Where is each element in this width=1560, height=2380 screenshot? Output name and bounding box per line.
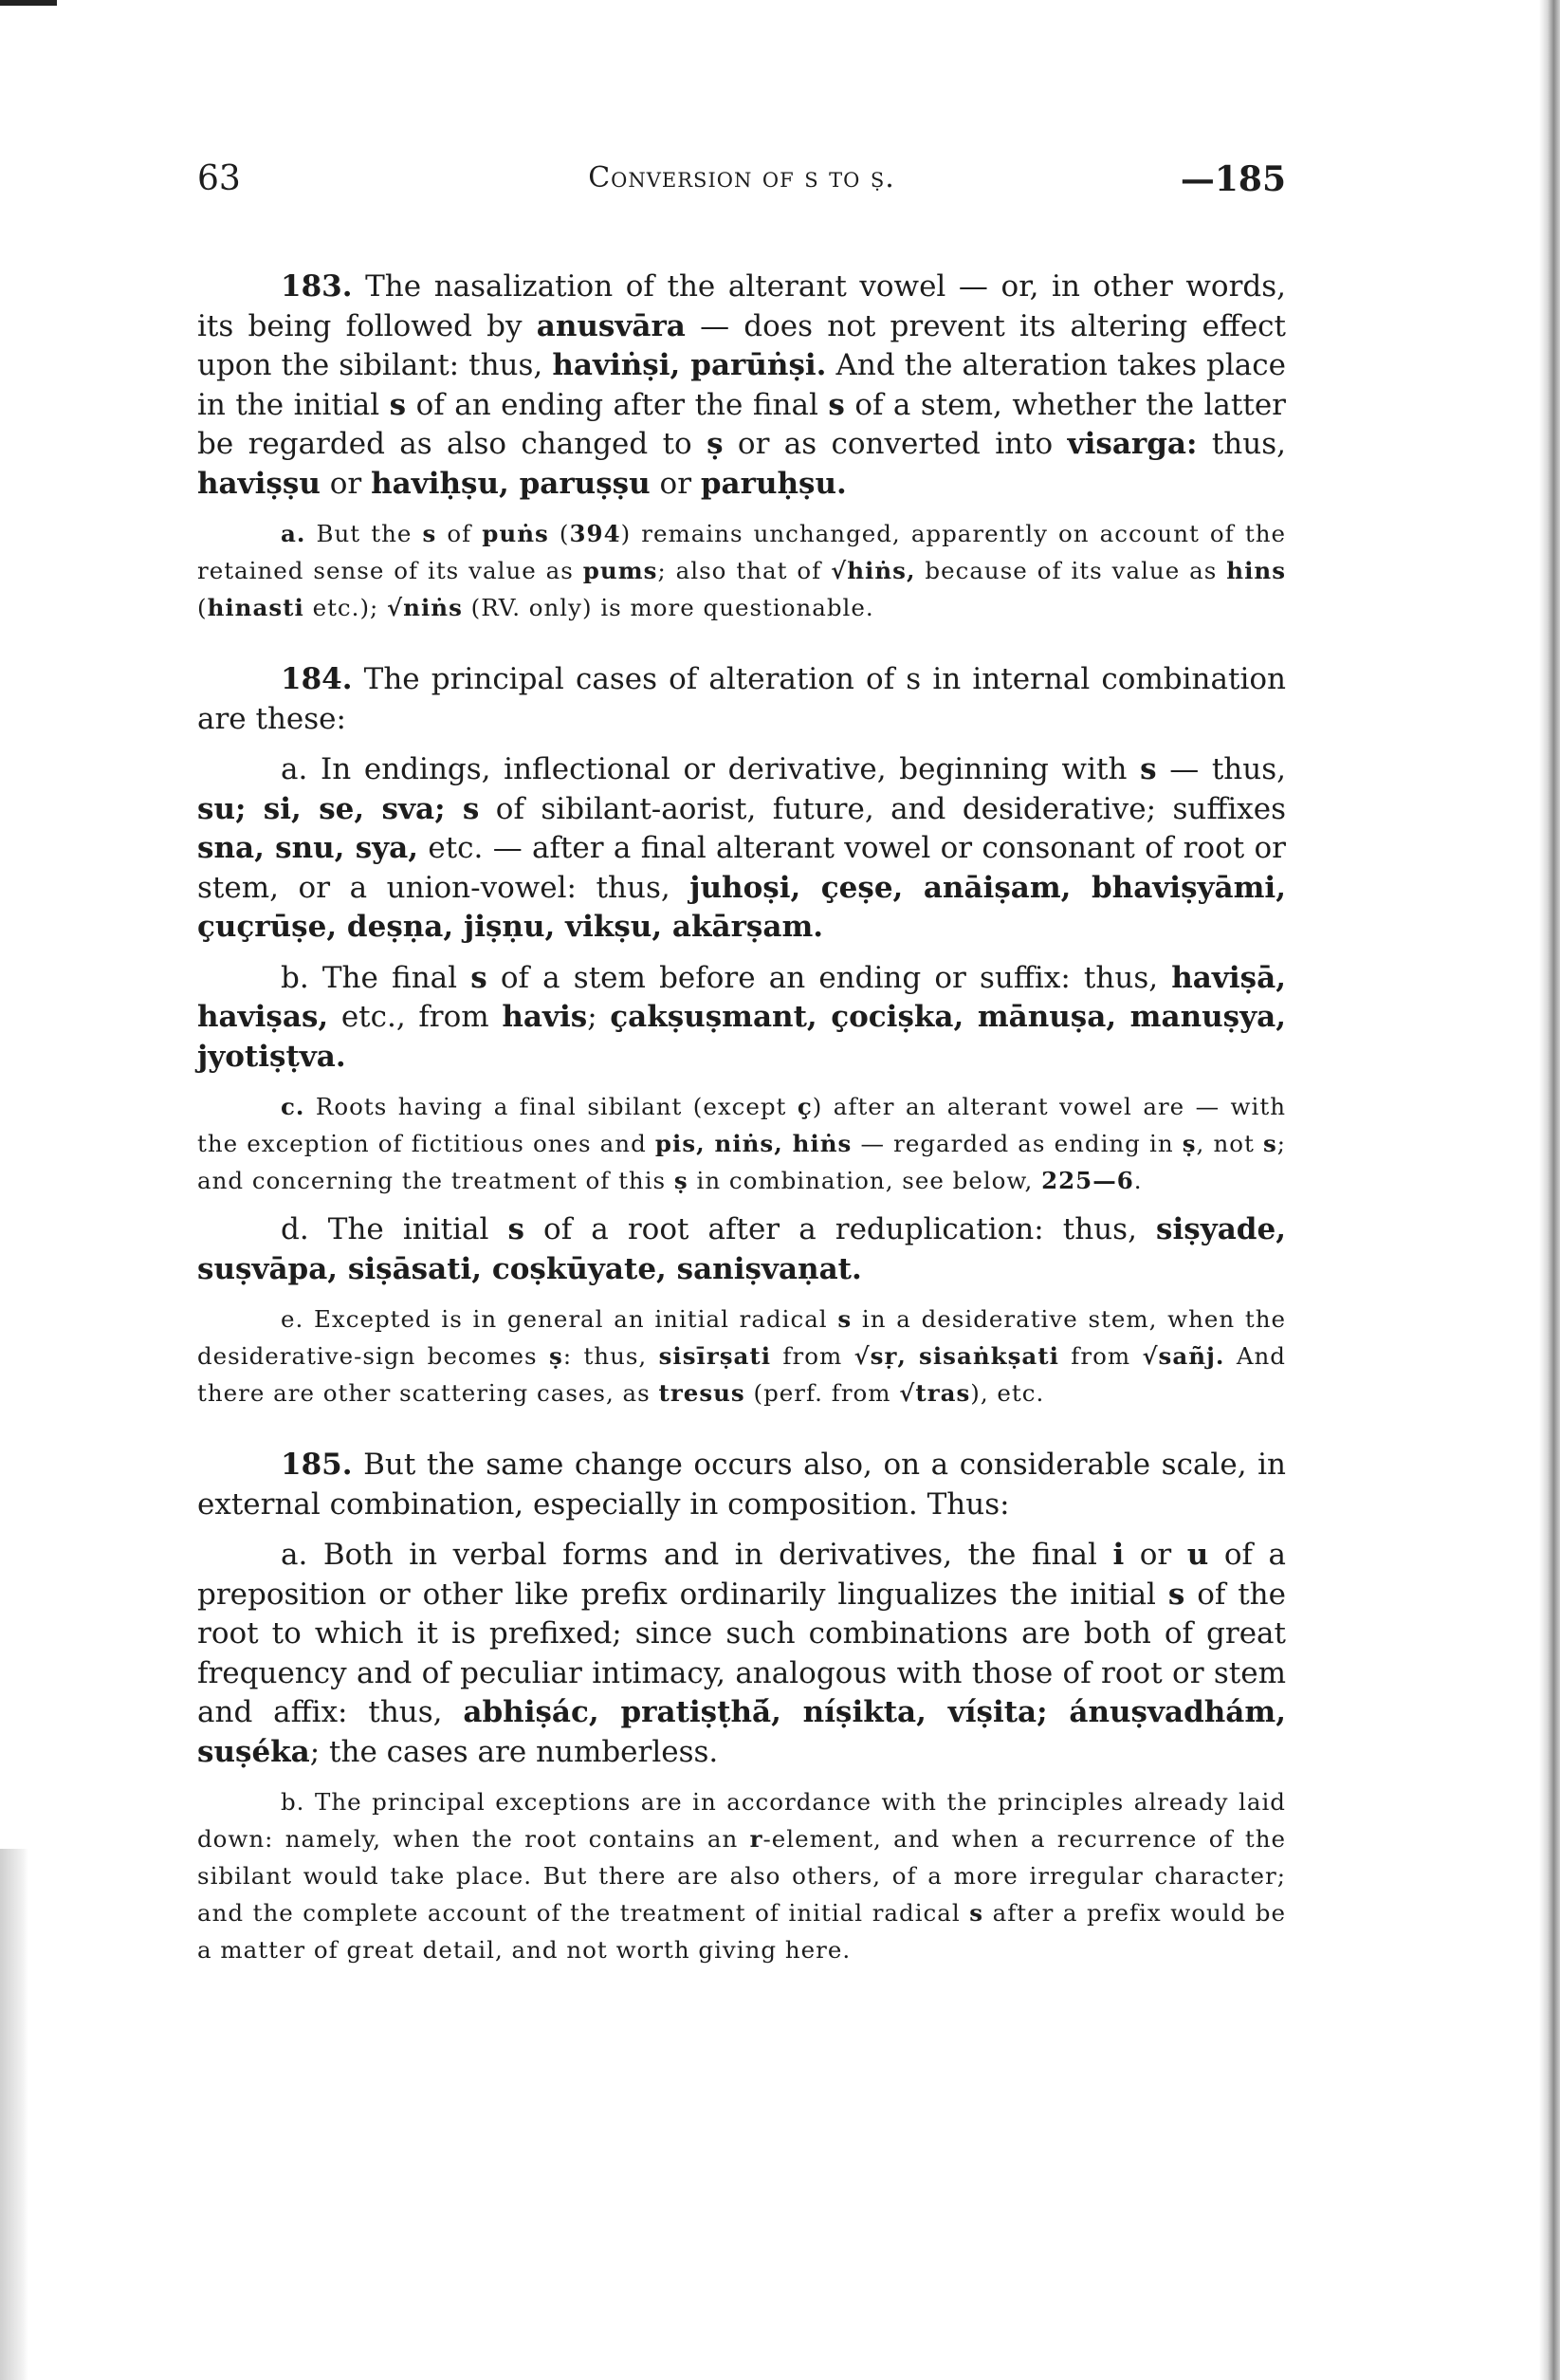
paragraph-183a: a. But the s of puṅs (394) remains unchanged, apparently on account of the retained sense of its value as pums; also that of √hiṅs, because of its value as hins (hinasti etc.); √niṅs (RV. only) is more questionable. <box>197 520 1286 621</box>
section-number: 183. <box>281 269 353 304</box>
section-183 <box>197 268 1286 626</box>
paragraph-184b: b. The final s of a stem before an ending or suffix: thus, haviṣā, haviṣas, etc., from havis; çakṣuṣmant, çociṣka, mānuṣa, manuṣya, jyotiṣṭva. <box>197 960 1286 1074</box>
subsection-label: d. <box>281 1212 309 1246</box>
running-title: Conversion of s to ṣ. <box>588 161 895 194</box>
book-page <box>197 152 1286 1968</box>
paragraph-184e: e. Excepted is in general an initial radical s in a desiderative stem, when the desiderative-sign becomes ṣ: thus, sisīrṣati from √sṛ, sisaṅkṣati from √sañj. And there are other scattering cases, as tresus (perf. from √tras), etc. <box>197 1305 1286 1407</box>
running-head <box>197 152 1286 209</box>
scan-edge-mark <box>0 0 57 6</box>
subsection-label: b. <box>281 960 309 995</box>
subsection-label: e. <box>281 1305 304 1333</box>
paragraph-184c: c. Roots having a final sibilant (except ç) after an alterant vowel are — with the exception of fictitious ones and pis, niṅs, hiṅs — regarded as ending in ṣ, not s; and concerning the treatment of this ṣ in combination, see below, 225—6. <box>197 1093 1287 1194</box>
subsection-label: a. <box>281 752 308 786</box>
subsection-label: a. <box>281 520 306 547</box>
section-184 <box>197 660 1286 1411</box>
paragraph-185a: a. Both in verbal forms and in derivatives, the final i or u of a preposition or other like prefix ordinarily lingualizes the initial s of the root to which it is prefixed; since such combinations are both of great frequency and of peculiar intimacy, analogous with those of root or stem and affix: thus, abhiṣác, pratiṣṭhā́, níṣikta, víṣita; ánuṣvadhám, suṣéka; the cases are numberless. <box>197 1538 1287 1769</box>
paragraph-183: 183. The nasalization of the alterant vowel — or, in other words, its being followed by anusvāra — does not prevent its altering effect upon the sibilant: thus, haviṅṣi, parūṅṣi. And the alteration takes place in the initial s of an ending after the final s of a stem, whether the latter be regarded as also changed to ṣ or as converted into visarga: thus, haviṣṣu or haviḥṣu, paruṣṣu or paruḥṣu. <box>197 269 1286 501</box>
paragraph-184d: d. The initial s of a root after a reduplication: thus, siṣyade, suṣvāpa, siṣāsati, coṣkūyate, saniṣvaṇat. <box>197 1212 1286 1286</box>
paragraph-185: 185. But the same change occurs also, on a considerable scale, in external combination, especially in composition. Thus: <box>197 1448 1286 1522</box>
section-185 <box>197 1446 1286 1968</box>
subsection-label: c. <box>281 1093 305 1120</box>
scan-left-edge <box>0 1849 28 2380</box>
page-number: 63 <box>197 159 241 198</box>
subsection-label: a. <box>281 1538 308 1572</box>
section-number: 184. <box>281 662 353 696</box>
section-number: 185. <box>281 1448 353 1482</box>
paragraph-185b: b. The principal exceptions are in accordance with the principles already laid down: namely, when the root contains an r-element, and when a recurrence of the sibilant would take place. But there are also others, of a more irregular character; and the complete account of the treatment of initial radical s after a prefix would be a matter of great detail, and not worth giving here. <box>197 1788 1286 1964</box>
scan-right-edge <box>1539 0 1560 2380</box>
paragraph-184a: a. In endings, inflectional or derivative, beginning with s — thus, su; si, se, sva; s of sibilant-aorist, future, and desiderative; suffixes sna, snu, sya, etc. — after a final alterant vowel or consonant of root or stem, or a union-vowel: thus, juhoṣi, çeṣe, anāiṣam, bhaviṣyāmi, çuçrūṣe, deṣṇa, jiṣṇu, vikṣu, akārṣam. <box>197 752 1286 944</box>
section-range: —185 <box>1180 159 1286 199</box>
subsection-label: b. <box>281 1788 305 1816</box>
paragraph-184: 184. The principal cases of alteration of s in internal combination are these: <box>197 662 1286 736</box>
